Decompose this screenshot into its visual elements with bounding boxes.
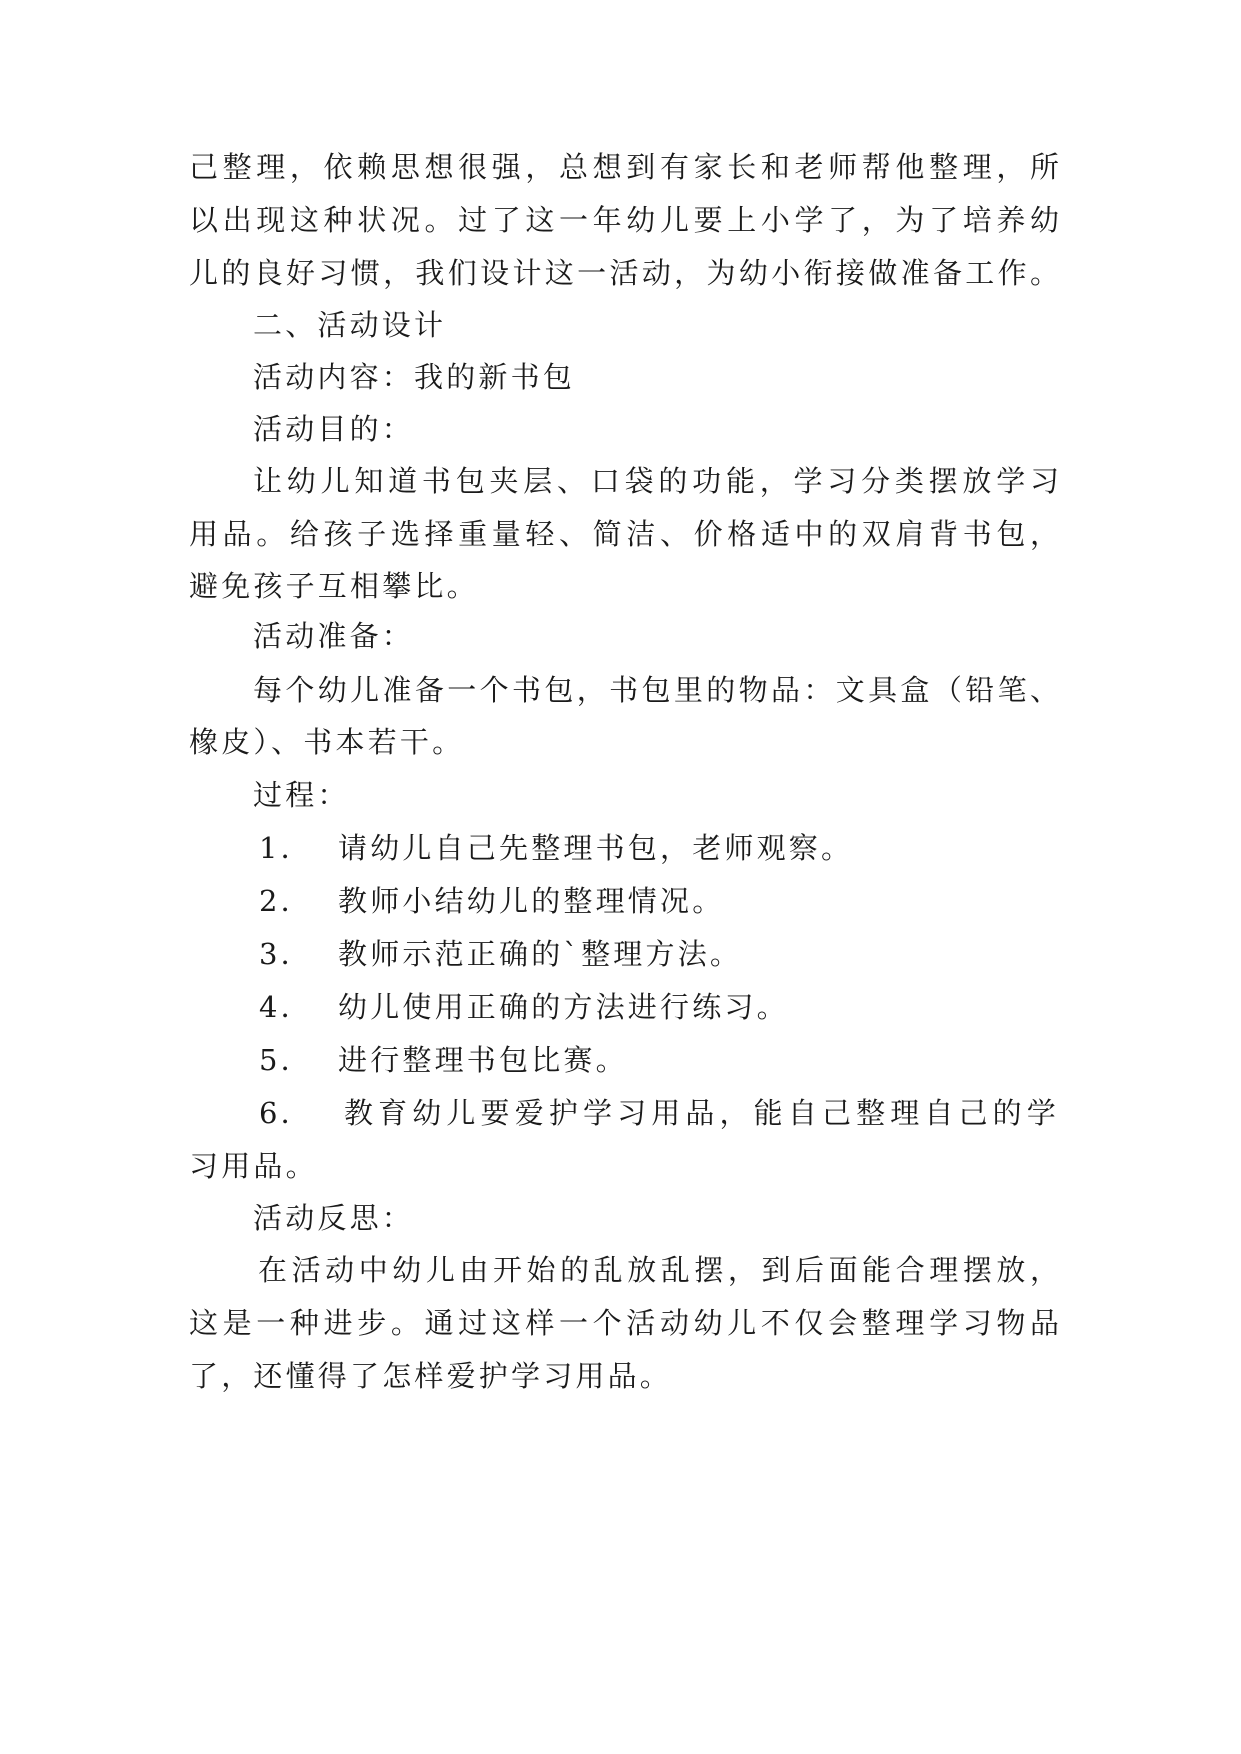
section-heading: 二、活动设计 bbox=[253, 308, 447, 342]
step-5-number: 5． bbox=[259, 1043, 313, 1077]
goal-heading: 活动目的： bbox=[253, 412, 415, 446]
step-5-text: 进行整理书包比赛。 bbox=[338, 1043, 628, 1077]
goal-line-3: 避免孩子互相攀比。 bbox=[189, 569, 479, 603]
step-1-number: 1． bbox=[259, 831, 313, 865]
step-4-number: 4． bbox=[259, 990, 313, 1024]
reflection-line-1: 在活动中幼儿由开始的乱放乱摆，到后面能合理摆放， bbox=[258, 1253, 1059, 1287]
activity-content-label: 活动内容：我的新书包 bbox=[253, 360, 576, 394]
reflection-heading: 活动反思： bbox=[253, 1201, 415, 1235]
step-4-text: 幼儿使用正确的方法进行练习。 bbox=[338, 990, 789, 1024]
prep-line-2: 橡皮）、书本若干。 bbox=[189, 725, 465, 759]
goal-line-1: 让幼儿知道书包夹层、口袋的功能，学习分类摆放学习 bbox=[253, 464, 1059, 498]
step-6-continuation: 习用品。 bbox=[189, 1149, 318, 1183]
prep-line-1: 每个幼儿准备一个书包，书包里的物品：文具盒（铅笔、 bbox=[253, 673, 1059, 707]
intro-line-3: 儿的良好习惯，我们设计这一活动，为幼小衔接做准备工作。 bbox=[189, 256, 1059, 290]
goal-line-2: 用品。给孩子选择重量轻、简洁、价格适中的双肩背书包， bbox=[189, 517, 1059, 551]
step-3-number: 3． bbox=[259, 937, 313, 971]
step-6-number: 6． bbox=[259, 1096, 313, 1130]
prep-heading: 活动准备： bbox=[253, 619, 415, 653]
step-2-text: 教师小结幼儿的整理情况。 bbox=[338, 884, 725, 918]
intro-line-2: 以出现这种状况。过了这一年幼儿要上小学了，为了培养幼 bbox=[189, 203, 1059, 237]
step-3-text: 教师示范正确的`整理方法。 bbox=[338, 937, 743, 971]
reflection-line-2: 这是一种进步。通过这样一个活动幼儿不仅会整理学习物品 bbox=[189, 1306, 1059, 1340]
reflection-line-3: 了，还懂得了怎样爱护学习用品。 bbox=[189, 1359, 673, 1393]
intro-line-1: 己整理，依赖思想很强，总想到有家长和老师帮他整理，所 bbox=[189, 150, 1059, 184]
step-2-number: 2． bbox=[259, 884, 313, 918]
step-1-text: 请幼儿自己先整理书包，老师观察。 bbox=[338, 831, 854, 865]
process-heading: 过程： bbox=[253, 778, 350, 812]
step-6-text: 教育幼儿要爱护学习用品，能自己整理自己的学 bbox=[344, 1096, 1059, 1130]
